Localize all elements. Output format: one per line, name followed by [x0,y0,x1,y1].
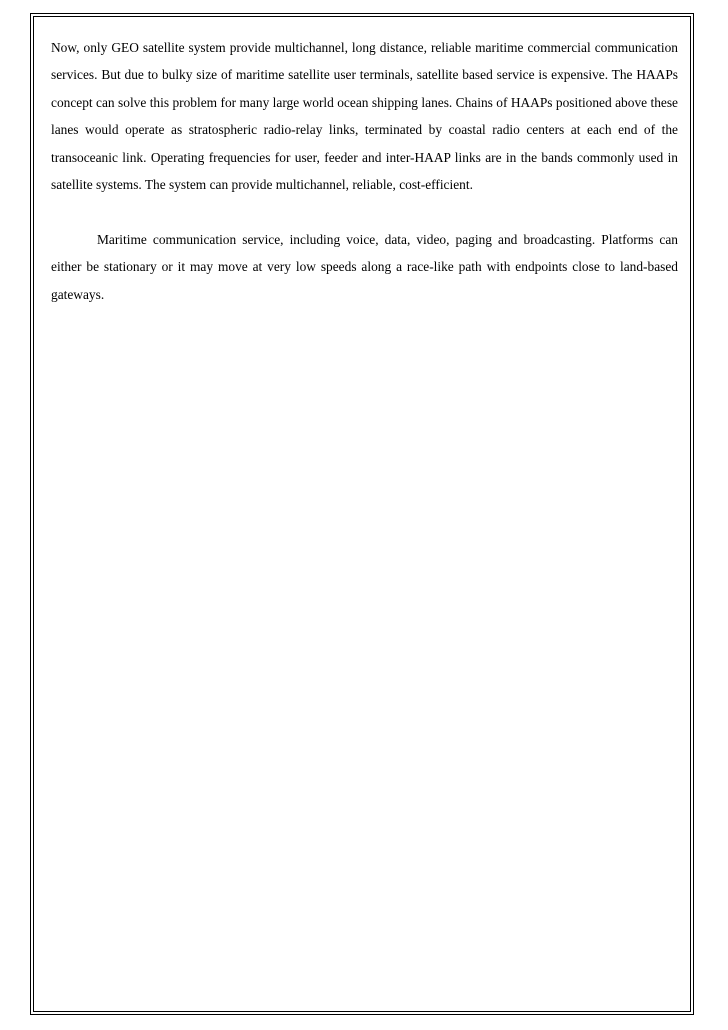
document-body [51,34,678,308]
paragraph-1: Now, only GEO satellite system provide multichannel, long distance, reliable maritime commercial communication services. But due to bulky size of maritime satellite user terminals, satellite based service is expensive. The HAAPs concept can solve this problem for many large world ocean shipping lanes. Chains of HAAPs positioned above these lanes would operate as stratospheric radio-relay links, terminated by coastal radio centers at each end of the transoceanic link. Operating frequencies for user, feeder and inter-HAAP links are in the bands commonly used in satellite systems. The system can provide multichannel, reliable, cost-efficient. [51,40,678,193]
paragraph-2: Maritime communication service, including voice, data, video, paging and broadcasting. Platforms can either be stationary or it may move at very low speeds along a race-like path with endpoints close to land-based gateways. [51,231,678,302]
